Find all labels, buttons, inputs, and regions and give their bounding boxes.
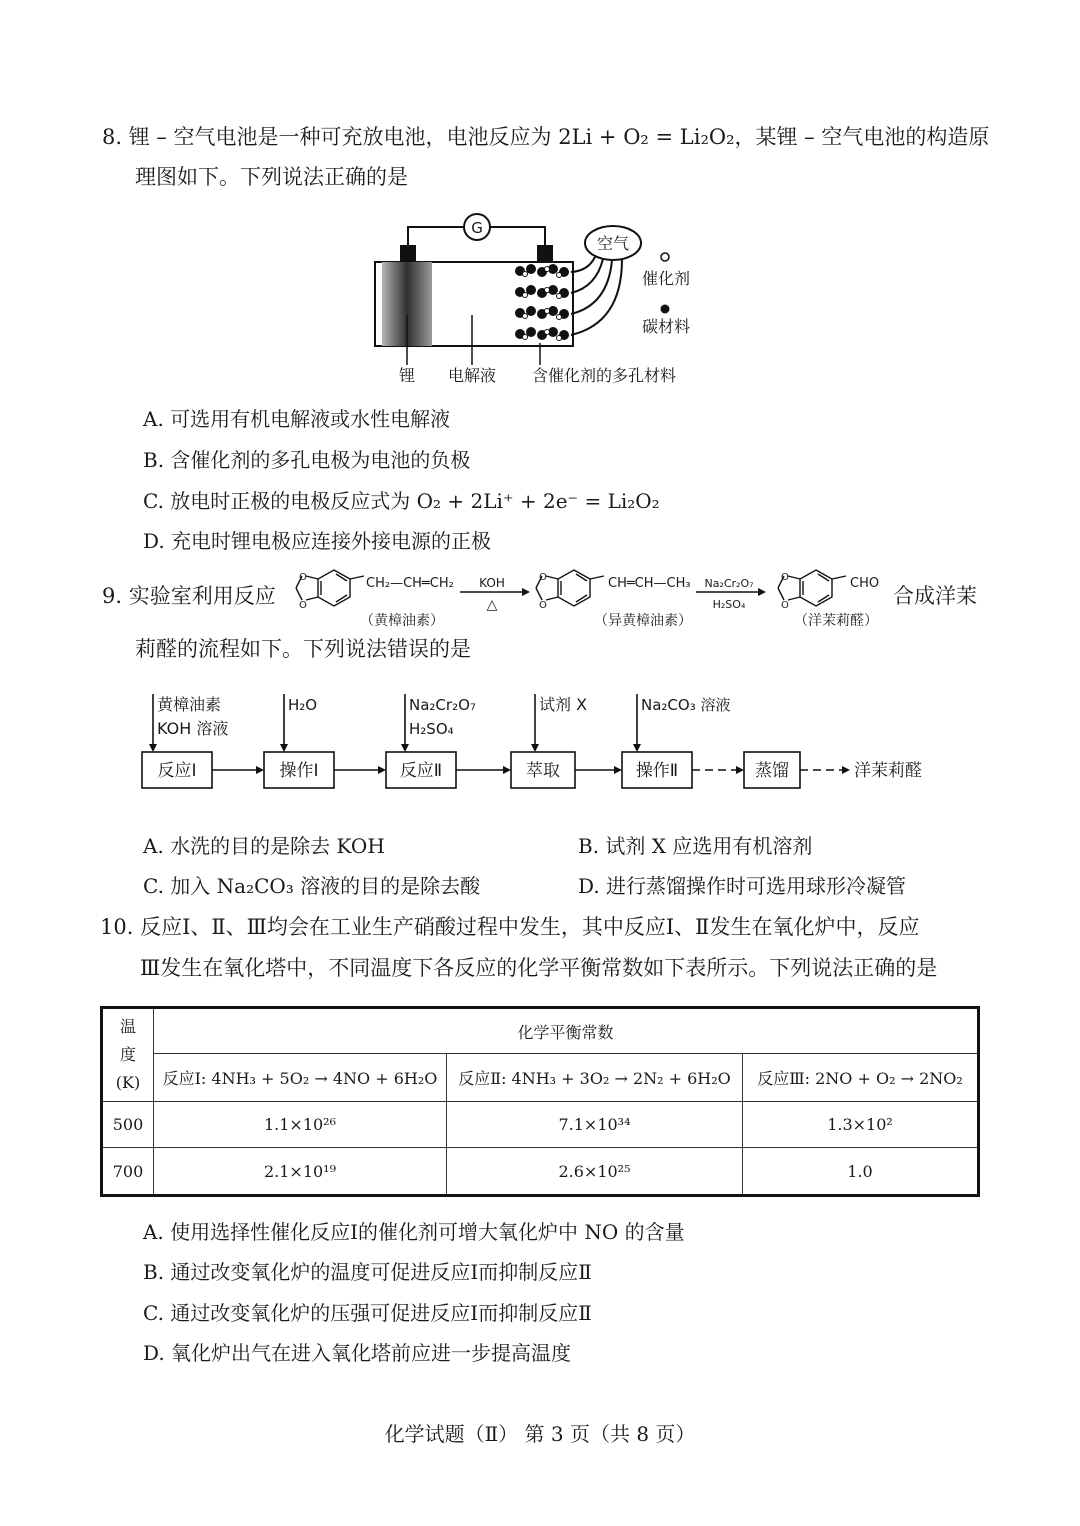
q9-option-a: A. 水洗的目的是除去 KOH <box>143 834 385 858</box>
reagent-dichromate: Na₂Cr₂O₇ <box>704 577 754 590</box>
reagent-sulfuric-acid: H₂SO₄ <box>712 598 746 611</box>
svg-text:O: O <box>299 600 307 611</box>
flow-diagram <box>130 688 950 798</box>
k-cell: 7.1×10³⁴ <box>447 1102 743 1148</box>
q10-option-c: C. 通过改变氧化炉的压强可促进反应Ⅰ而抑制反应Ⅱ <box>143 1301 592 1325</box>
q8-stem-line1: 8. 锂 – 空气电池是一种可充放电池，电池反应为 2Li + O₂ = Li₂O₂，某锂 – 空气电池的构造原 <box>102 125 990 149</box>
svg-text:O: O <box>781 572 789 583</box>
q8-stem-line2: 理图如下。下列说法正确的是 <box>135 165 408 189</box>
label-porous-material: 含催化剂的多孔材料 <box>531 366 677 385</box>
air-label: 空气 <box>596 234 630 253</box>
q8-option-b: B. 含催化剂的多孔电极为电池的负极 <box>143 448 471 472</box>
flow-box-label-6: 蒸馏 <box>755 761 789 781</box>
q10-stem-line2: Ⅲ发生在氧化塔中，不同温度下各反应的化学平衡常数如下表所示。下列说法正确的是 <box>140 956 938 980</box>
flow-box-label-2: 操作Ⅰ <box>279 761 319 781</box>
table-row <box>102 1102 979 1148</box>
svg-text:O: O <box>539 600 547 611</box>
q8-option-c: C. 放电时正极的电极反应式为 O₂ + 2Li⁺ + 2e⁻ = Li₂O₂ <box>143 489 660 513</box>
q8-option-d: D. 充电时锂电极应连接外接电源的正极 <box>143 529 492 553</box>
battery-diagram <box>360 205 720 390</box>
isosafrole-name: （异黄樟油素） <box>594 613 692 629</box>
piperonal-side-chain: CHO <box>850 576 880 591</box>
label-lithium: 锂 <box>398 366 416 385</box>
q9-option-d: D. 进行蒸馏操作时可选用球形冷凝管 <box>578 874 907 898</box>
k-cell: 1.1×10²⁶ <box>154 1102 447 1148</box>
reaction-1-header: 反应Ⅰ: 4NH₃ + 5O₂ → 4NO + 6H₂O <box>154 1054 447 1102</box>
q9-stem-prefix: 9. 实验室利用反应 <box>102 584 276 608</box>
reagent-koh: KOH <box>479 576 505 590</box>
k-cell: 1.3×10² <box>743 1102 979 1148</box>
flow-box-label-3: 反应Ⅱ <box>399 761 443 781</box>
q10-stem-line1: 10. 反应Ⅰ、Ⅱ、Ⅲ均会在工业生产硝酸过程中发生，其中反应Ⅰ、Ⅱ发生在氧化炉中，反应 <box>100 915 920 939</box>
piperonal-name: （洋茉莉醛） <box>794 613 878 629</box>
catalyst-marker-icon <box>661 253 669 261</box>
flow-input-2: H₂O <box>288 696 318 714</box>
svg-text:O: O <box>781 600 789 611</box>
svg-text:O: O <box>299 572 307 583</box>
svg-text:O: O <box>539 572 547 583</box>
equilibrium-header: 化学平衡常数 <box>154 1008 979 1054</box>
q10-option-a: A. 使用选择性催化反应Ⅰ的催化剂可增大氧化炉中 NO 的含量 <box>143 1220 685 1244</box>
k-cell: 1.0 <box>743 1148 979 1196</box>
equilibrium-table <box>100 1006 980 1197</box>
table-row <box>102 1148 979 1196</box>
galvanometer-label: G <box>471 219 483 237</box>
page-footer: 化学试题（Ⅱ） 第 3 页（共 8 页） <box>384 1422 696 1446</box>
isosafrole-side-chain: CH═CH—CH₃ <box>608 576 691 591</box>
q10-option-d: D. 氧化炉出气在进入氧化塔前应进一步提高温度 <box>143 1341 572 1365</box>
temp-cell: 700 <box>102 1148 154 1196</box>
temp-cell: 500 <box>102 1102 154 1148</box>
safrole-side-chain: CH₂—CH═CH₂ <box>366 576 454 591</box>
temp-header: 温 度 (K) <box>102 1008 154 1102</box>
q9-option-b: B. 试剂 X 应选用有机溶剂 <box>578 834 813 858</box>
q8-option-a: A. 可选用有机电解液或水性电解液 <box>143 407 451 431</box>
q9-option-c: C. 加入 Na₂CO₃ 溶液的目的是除去酸 <box>143 874 481 898</box>
flow-input-5: Na₂CO₃ 溶液 <box>641 696 731 714</box>
flow-input-4: 试剂 X <box>539 695 588 714</box>
reaction-scheme <box>284 562 894 634</box>
flow-box-label-1: 反应Ⅰ <box>157 761 197 781</box>
flow-box-label-5: 操作Ⅱ <box>635 761 679 781</box>
reagent-heat: △ <box>486 597 498 613</box>
q9-stem-line2: 莉醛的流程如下。下列说法错误的是 <box>135 637 471 661</box>
flow-input-3-line1: Na₂Cr₂O₇ <box>409 696 476 714</box>
flow-input-1-line2: KOH 溶液 <box>157 719 229 738</box>
carbon-marker-icon <box>661 305 670 314</box>
legend-carbon: 碳材料 <box>642 317 691 336</box>
flow-input-3-line2: H₂SO₄ <box>409 720 454 738</box>
legend-catalyst: 催化剂 <box>642 269 691 288</box>
flow-product: 洋茉莉醛 <box>854 761 922 781</box>
k-cell: 2.6×10²⁵ <box>447 1148 743 1196</box>
reaction-2-header: 反应Ⅱ: 4NH₃ + 3O₂ → 2N₂ + 6H₂O <box>447 1054 743 1102</box>
q9-stem-suffix: 合成洋茉 <box>893 584 977 608</box>
q10-option-b: B. 通过改变氧化炉的温度可促进反应Ⅰ而抑制反应Ⅱ <box>143 1260 592 1284</box>
flow-box-label-4: 萃取 <box>526 761 560 781</box>
reaction-3-header: 反应Ⅲ: 2NO + O₂ → 2NO₂ <box>743 1054 979 1102</box>
label-electrolyte: 电解液 <box>447 366 497 385</box>
flow-input-1-line1: 黄樟油素 <box>157 695 222 714</box>
k-cell: 2.1×10¹⁹ <box>154 1148 447 1196</box>
safrole-name: （黄樟油素） <box>360 613 444 629</box>
